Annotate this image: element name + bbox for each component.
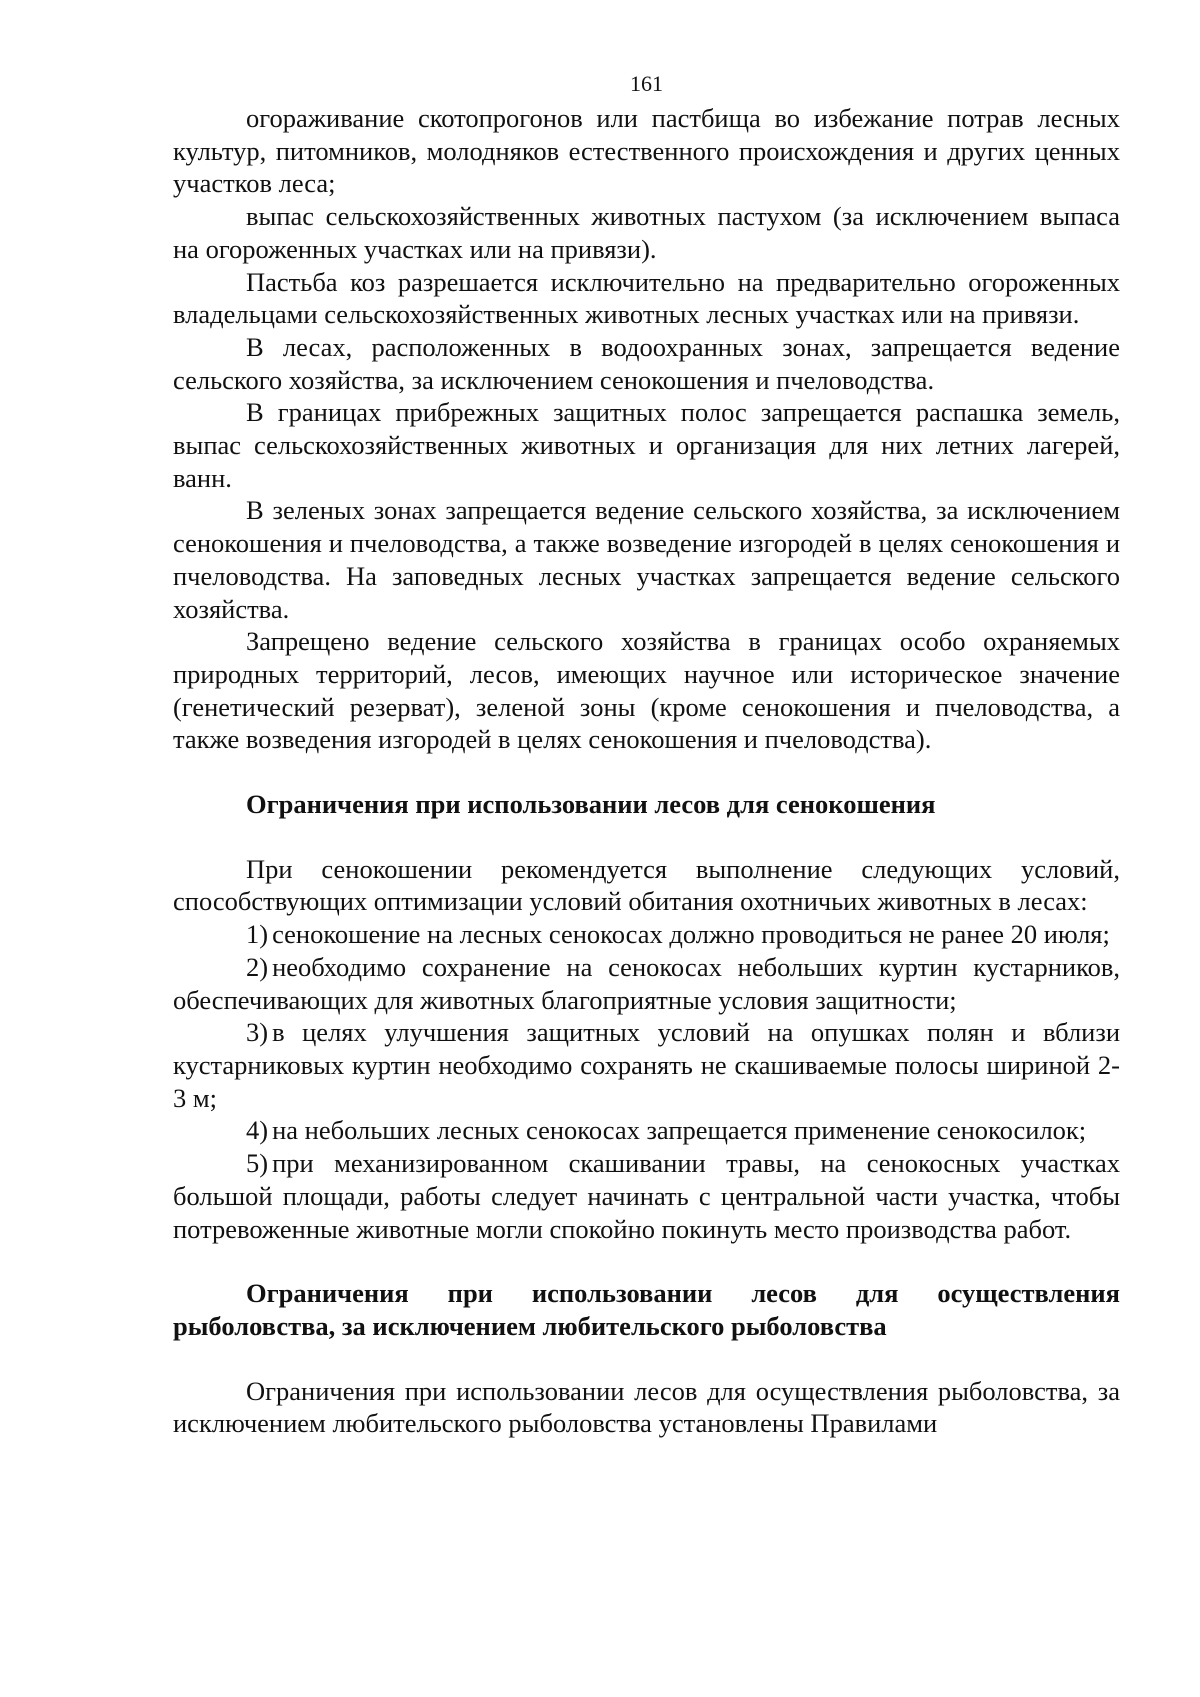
list-item [173,1016,1120,1114]
paragraph: выпас сельскохозяйственных животных пастухом (за исключением выпаса на огороженных участках или на привязи). [173,201,1120,264]
paragraph: огораживание скотопрогонов или пастбища во избежание потрав лесных культур, питомников, молодняков естественного происхождения и других ценных участков леса; [173,103,1120,199]
list-item-number: 4) [246,1115,269,1146]
list-item-text: в целях улучшения защитных условий на опушках полян и вблизи кустарниковых куртин необходимо сохранять не скашиваемые полосы шириной 2-3 м; [173,1017,1120,1113]
list-item-text: при механизированном скашивании травы, на сенокосных участках большой площади, работы следует начинать с центральной части участка, чтобы потревоженные животные могли спокойно покинуть место производства работ. [173,1148,1120,1244]
list-item [173,951,1120,1016]
list-item-number: 2) [246,951,269,982]
paragraph-intro: При сенокошении рекомендуется выполнение следующих условий, способствующих оптимизации условий обитания охотничьих животных в лесах: [173,853,1120,917]
paragraph: Пастьба коз разрешается исключительно на предварительно огороженных владельцами сельскохозяйственных животных лесных участках или на привязи. [173,266,1120,330]
list-item [173,918,1120,951]
text-block [173,102,1120,1440]
list-item-text: сенокошение на лесных сенокосах должно проводиться не ранее 20 июля; [272,919,1110,950]
page-number: 161 [630,71,663,96]
paragraph: В границах прибрежных защитных полос запрещается распашка земель, выпас сельскохозяйственных животных и организация для них летних лагерей, ванн. [173,397,1120,493]
document-page [173,0,1120,1697]
list-item [173,1147,1120,1245]
list-item [173,1114,1120,1147]
paragraph: Ограничения при использовании лесов для осуществления рыболовства, за исключением любительского рыболовства установлены Правилами [173,1375,1120,1439]
list-item-number: 1) [246,919,269,950]
section-heading-haymaking: Ограничения при использовании лесов для сенокошения [246,789,936,820]
paragraph: В лесах, расположенных в водоохранных зонах, запрещается ведение сельского хозяйства, за исключением сенокошения и пчеловодства. [173,331,1120,395]
paragraph: Запрещено ведение сельского хозяйства в границах особо охраняемых природных территорий, лесов, имеющих научное или историческое значение (генетический резерват), зеленой зоны (кроме сенокошения и пчеловодства, а также возведения изгородей в целях сенокошения и пчеловодства). [173,626,1120,755]
list-item-number: 5) [246,1148,269,1179]
paragraph: В зеленых зонах запрещается ведение сельского хозяйства, за исключением сенокошения и пчеловодства, а также возведение изгородей в целях сенокошения и пчеловодства. На заповедных лесных участках запрещается ведение сельского хозяйства. [173,495,1120,624]
list-item-text: необходимо сохранение на сенокосах небольших куртин кустарников, обеспечивающих для животных благоприятные условия защитности; [173,951,1120,1015]
list-item-number: 3) [246,1017,269,1048]
section-heading-fishing: Ограничения при использовании лесов для осуществления рыболовства, за исключением любительского рыболовства [173,1278,1120,1341]
list-item-text: на небольших лесных сенокосах запрещается применение сенокосилок; [272,1115,1087,1146]
